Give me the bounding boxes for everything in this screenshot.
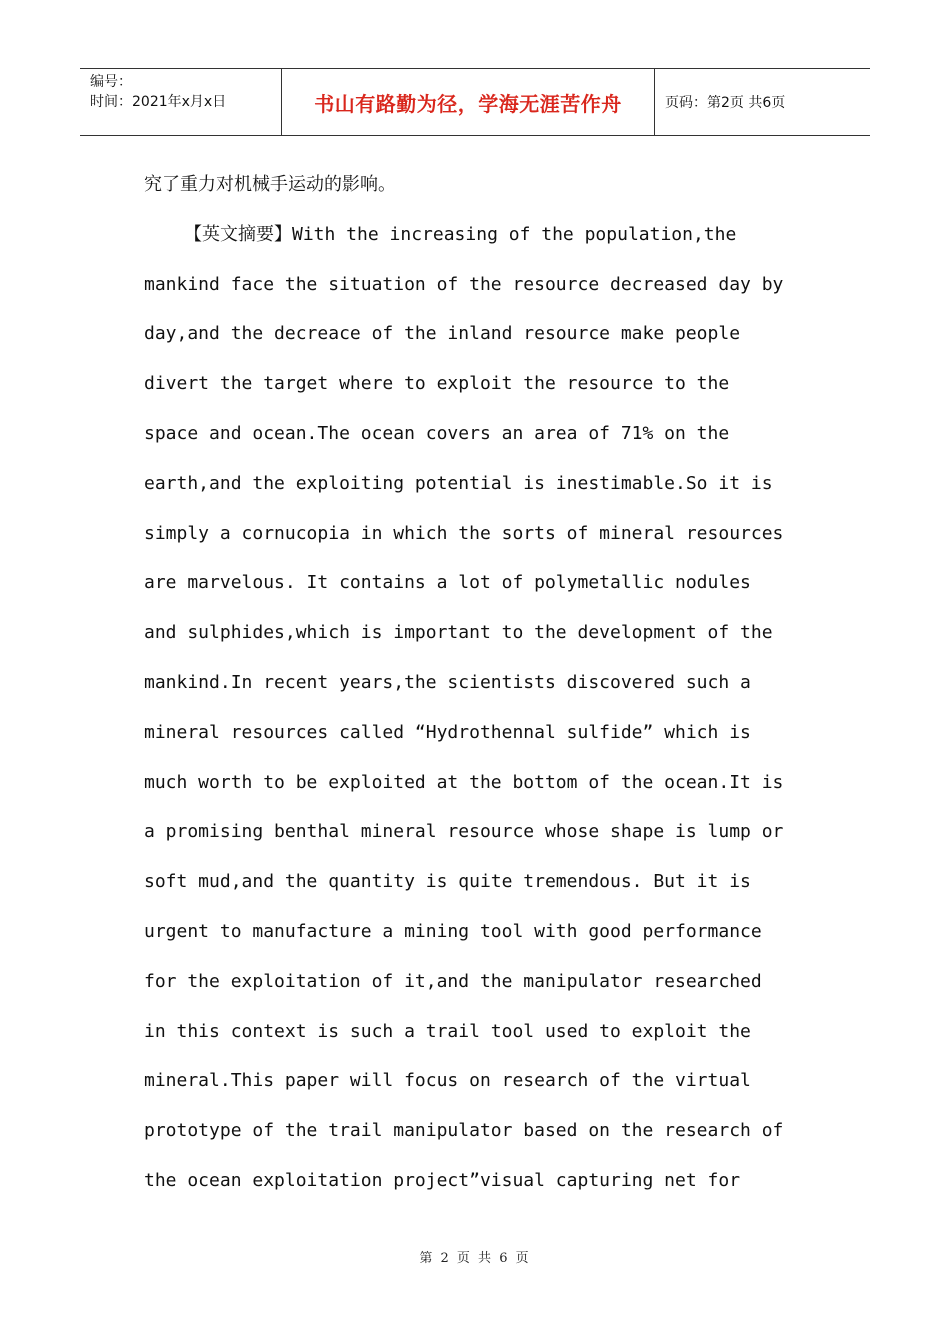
body-line: day,and the decreace of the inland resource make people	[144, 323, 741, 345]
body-line: divert the target where to exploit the resource to the	[144, 373, 730, 395]
body-line: simply a cornucopia in which the sorts of mineral resources	[144, 522, 784, 544]
header-motto: 书山有路勤为径，学海无涯苦作舟	[282, 69, 655, 135]
number-label: 编号：	[90, 74, 132, 90]
body-line: prototype of the trail manipulator based on the research of	[144, 1120, 784, 1142]
page-header	[80, 68, 870, 136]
body-line: much worth to be exploited at the bottom of the ocean.It is	[144, 771, 784, 793]
body-line: and sulphides,which is important to the development of the	[144, 622, 773, 644]
body-line: mankind face the situation of the resource decreased day by	[144, 273, 784, 295]
body-line: the ocean exploitation project”visual capturing net for	[144, 1169, 741, 1191]
body-line: earth,and the exploiting potential is inestimable.So it is	[144, 472, 773, 494]
body-line: mineral resources called “Hydrothennal sulfide” which is	[144, 721, 751, 743]
body-line: space and ocean.The ocean covers an area of 71% on the	[144, 422, 730, 444]
body-line: With the increasing of the population,the	[292, 223, 737, 245]
body-line: 究了重力对机械手运动的影响。	[144, 174, 396, 195]
body-line: mineral.This paper will focus on research of the virtual	[144, 1070, 751, 1092]
header-meta	[80, 69, 282, 135]
body-line: mankind.In recent years,the scientists discovered such a	[144, 671, 751, 693]
page-footer: 第 2 页 共 6 页	[419, 1251, 531, 1266]
time-label: 时间：2021年x月x日	[90, 94, 227, 110]
body-line: urgent to manufacture a mining tool with good performance	[144, 920, 762, 942]
body-line: soft mud,and the quantity is quite tremendous. But it is	[144, 871, 751, 893]
document-body	[144, 160, 814, 1206]
body-line: a promising benthal mineral resource whose shape is lump or	[144, 821, 784, 843]
body-line: are marvelous. It contains a lot of polymetallic nodules	[144, 572, 751, 594]
body-line: for the exploitation of it,and the manipulator researched	[144, 970, 762, 992]
body-line: in this context is such a trail tool used to exploit the	[144, 1020, 751, 1042]
abstract-first-line	[144, 210, 814, 260]
header-page-label: 页码：第2页 共6页	[665, 95, 786, 111]
abstract-heading: 【英文摘要】	[184, 223, 292, 245]
